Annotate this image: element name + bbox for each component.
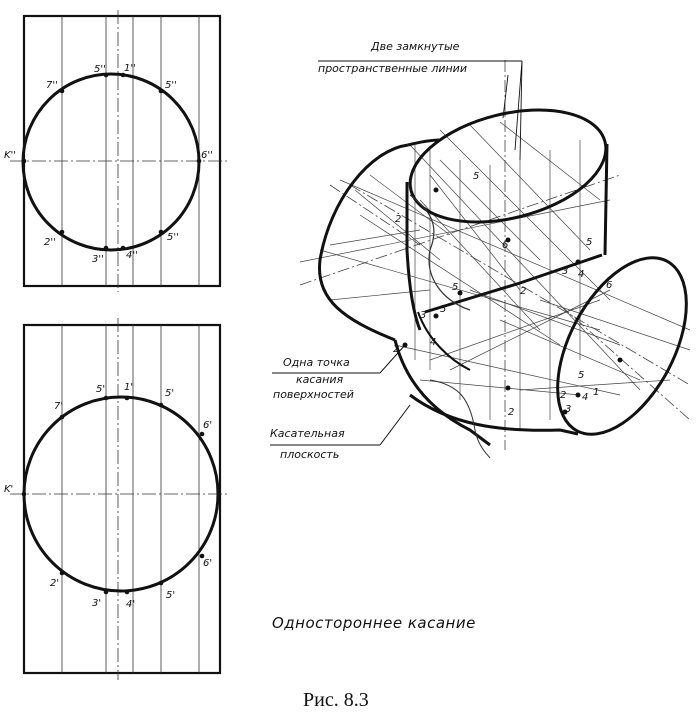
- iso-label-6-center: 6: [502, 240, 509, 251]
- top-label-3: 3'': [92, 254, 104, 265]
- callout-closed-lines-line2: пространственные линии: [318, 62, 467, 75]
- bottom-label-6: 6': [203, 420, 213, 431]
- iso-construction-lines: [300, 122, 690, 430]
- iso-label-2-lower: 2: [393, 344, 400, 355]
- iso-label-4-bottom: 4: [582, 392, 589, 403]
- iso-label-4-right: 4: [578, 269, 585, 280]
- iso-label-3-right: 3: [562, 266, 569, 277]
- isometric-view: [300, 60, 698, 458]
- top-view: [4, 10, 228, 292]
- iso-label-5-top: 5: [473, 171, 480, 182]
- callout-tangent-point: [272, 345, 405, 401]
- bottom-view-frame: [24, 325, 220, 673]
- bottom-view: [4, 318, 228, 680]
- iso-label-5-right: 5: [586, 237, 593, 248]
- top-view-circle: [23, 74, 199, 250]
- iso-label-3-left: 3: [420, 310, 427, 321]
- iso-label-5-mid: 5: [452, 282, 459, 293]
- bottom-label-2: 2': [50, 578, 60, 589]
- iso-axes: [300, 60, 690, 450]
- iso-label-2-left: 2: [395, 214, 402, 225]
- callout-tangent-point-line3: поверхностей: [273, 388, 354, 401]
- iso-label-3-bottom: 3: [565, 404, 572, 415]
- top-label-2: 2'': [44, 237, 56, 248]
- bottom-label-4: 4': [126, 599, 136, 610]
- bottom-label-7: 7': [54, 401, 64, 412]
- callout-tangent-plane: [270, 405, 410, 461]
- callout-tangent-plane-line2: плоскость: [280, 448, 340, 461]
- callout-tangent-point-line1: Одна точка: [283, 356, 350, 369]
- bottom-label-5b: 5': [165, 388, 175, 399]
- top-label-7: 7'': [46, 80, 58, 91]
- callout-closed-lines-line1: Две замкнутые: [371, 40, 460, 53]
- bottom-label-5a: 5': [96, 384, 106, 395]
- iso-label-5-front: 5: [578, 370, 585, 381]
- front-cylinder-bottom-edge: [410, 395, 578, 434]
- bottom-view-projection-lines: [62, 325, 199, 673]
- callout-tangent-plane-line1: Касательная: [270, 427, 345, 440]
- top-label-1: 1'': [124, 63, 136, 74]
- figure-caption: Рис. 8.3: [303, 689, 369, 711]
- subtitle: Одностороннее касание: [272, 614, 476, 632]
- top-label-5a: 5'': [94, 64, 106, 75]
- top-label-5c: 5'': [167, 232, 179, 243]
- top-label-5b: 5'': [165, 80, 177, 91]
- iso-label-2-bottom-right: 2: [560, 390, 567, 401]
- bottom-label-k: K': [4, 484, 14, 495]
- iso-label-2-mid: 2: [520, 286, 527, 297]
- top-label-4: 4'': [126, 250, 138, 261]
- top-label-k: K'': [4, 150, 17, 161]
- iso-label-5-left: 5: [440, 304, 447, 315]
- bottom-label-5c: 5': [166, 590, 176, 601]
- iso-label-4-lower: 4: [430, 337, 437, 348]
- callout-tangent-point-line2: касания: [296, 373, 344, 386]
- bottom-label-1: 1': [124, 382, 134, 393]
- iso-label-1-bottom: 1: [593, 387, 600, 398]
- top-label-6: 6'': [201, 150, 213, 161]
- iso-label-6-right: 6: [606, 280, 613, 291]
- bottom-label-3: 3': [92, 598, 102, 609]
- left-cylinder-end-curve: [319, 145, 408, 340]
- iso-label-2-bottom: 2: [508, 407, 515, 418]
- bottom-view-points: [22, 396, 205, 595]
- bottom-label-6b: 6': [203, 558, 213, 569]
- vertical-cylinder-right-side: [605, 144, 607, 255]
